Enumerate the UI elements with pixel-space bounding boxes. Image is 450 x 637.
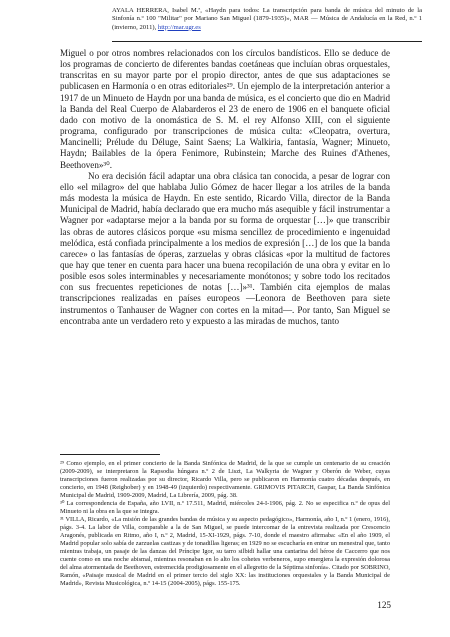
- header-citation: AYALA HERRERA, Isabel M.ª, «Haydn para todos: La transcripción para banda de música del minuto de la Sinfonía n.º 100 "Militar" por Mariano San Miguel (1879-1935)», MAR — Música de Andalucía en la Red, n.º 1 (invierno, 2011),: [112, 7, 422, 31]
- footnote-29: ²⁹ Como ejemplo, en el primer concierto de la Banda Sinfónica de Madrid, de la que se cumple un centenario de su creación (2009-2009), se interpretaron la Rapsodia húngara n.º 2 de Liszt, La Walkyria de Wagner y Oberón de Weber, cuyas transcripciones fueron realizadas por su director, Ricardo Villa, pero se publicaron en Harmonía cuatro décadas después, en concierto, en 1948 (Reighober) y en 1948-49 (izquierdo) respectivamente. GRIMOVIS PITARCH, Gaspar, La Banda Sinfónica Municipal de Madrid, 1909-2009, Madrid, La Librería, 2009, pág. 38.: [60, 460, 390, 499]
- footnote-30: ³⁰ La correspondencia de España, año LVII, n.º 17.511, Madrid, miércoles 24-I-1906, pág. 2. No se especifica n.º de opus del Minueto ni la obra en la que se integra.: [60, 500, 390, 515]
- running-header: [112, 7, 422, 32]
- body-paragraph: Miguel o por otros nombres relacionados con los círculos bandísticos. Ello se deduce de los programas de concierto de diferentes bandas coetáneas que incluían obras orquestales, transcritas en su mayor parte por el propio director, antes de que sus adaptaciones se publicasen en Harmonía o en otras editoriales²⁹. Un ejemplo de la interpretación anterior a 1917 de un Minueto de Haydn por una banda de música, es el concierto que dio en Madrid la Banda del Real Cuerpo de Alabarderos el 23 de enero de 1906 en el banquete oficial dado con motivo de la onomástica de S. M. el rey Alfonso XIII, con el siguiente programa, configurado por transcripciones de música culta: «Cleopatra, overtura, Mancinelli; Prélude du Déluge, Saint Saens; La Walkiria, fantasía, Wagner; Minueto, Haydn; Bailables de la ópera Fenimore, Rubinstein; Marche des Ruines d'Athenes, Beethoven»³⁰.: [60, 48, 390, 170]
- footnote-rule: [60, 454, 160, 455]
- footnotes: [60, 460, 390, 588]
- body-paragraph: No era decisión fácil adaptar una obra clásica tan conocida, a pesar de lograr con ello «el milagro» del que hablaba Julio Gómez de hacer llegar a los atriles de la banda más modesta la música de Haydn. En este sentido, Ricardo Villa, director de la Banda Municipal de Madrid, había declarado que era mucho más asequible y fácil instrumentar a Wagner por «adaptarse mejor a la banda por su forma de orquestar […]» que transcribir las obras de autores clásicos porque «su misma sencillez de procedimiento e ingenuidad melódica, está confiada principalmente a los medios de expresión […] de los que la banda carece» o las fantasías de óperas, zarzuelas y obras clásicas «por la multitud de factores que hay que tener en cuenta para hacer una buena recopilación de una obra y evitar en lo posible esos soles interminables y necesariamente monótonos; y sobre todo los recitados con sus frecuentes repeticiones de notas […]»³¹. También cita ejemplos de malas transcripciones realizadas en países europeos —Leonora de Beethoven para siete instrumentos o Tanhauser de Wagner con cortes en la mitad—. Por tanto, San Miguel se encontraba ante un verdadero reto y expuesto a las miradas de muchos, tanto: [60, 170, 390, 326]
- header-link[interactable]: http://mar.ugr.es: [157, 23, 201, 31]
- page-number: 125: [377, 600, 391, 610]
- footnote-31: ³¹ VILLA, Ricardo, «La misión de las grandes bandas de música y su aspecto pedagógico», Harmonía, año I, n.º 1 (enero, 1916), págs. 3-4. La labor de Villa, comparable a la de San Miguel, se puede intercomar de la entrevista realizada por Crescencio Aragonés, publicada en Ritmo, año I, n.º 2, Madrid, 15-XI-1929, págs. 7-10, donde el maestro afirmaba: «En el año 1909, el Madrid popular solo sabía de zarzuelas castizas y de tonadillas ligeras; en 1929 no se escucharía en entrar un menestral que, tanto mientras trabaja, un pasaje de las danzas del Príncipe Igor, su tarro silbidi hallar una cantarina del héroe de Caccerro que nos cuente como en una noche abismal, mientras resonaban en lo alto los cohetes verbeneros, supo emergiera la expresión dolorosa del alma atormentada de Beethoven, estremecida prodigiosamente en el allegretto de la Séptima sinfonía». Citado por SOBRINO, Ramón, «Paisaje musical de Madrid en el primer tercio del siglo XX: las instituciones orquestales y la Banda Municipal de Madrid», Revista Musicológica, n.º 14-15 (2004-2005), págs. 155-175.: [60, 516, 390, 587]
- header-rule: [112, 41, 422, 42]
- main-text: [60, 48, 390, 327]
